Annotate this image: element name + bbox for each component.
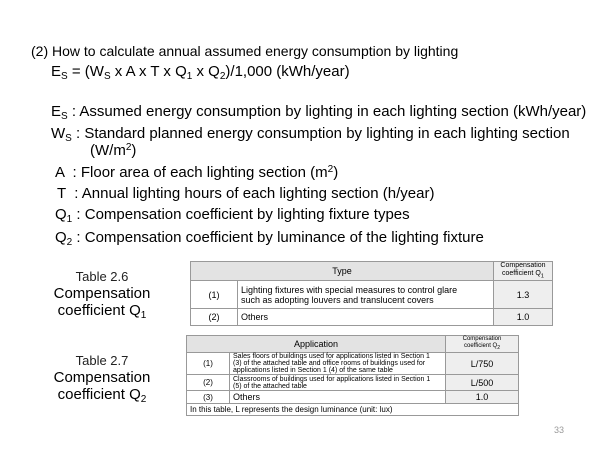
table1-row1-desc-line1: Lighting fixtures with special measures to control glare <box>241 284 458 295</box>
table2-caption-line1: Compensation <box>53 369 151 386</box>
formula-rhs-d: )/1,000 (kWh/year) <box>225 63 350 80</box>
def-ws-symbol: W <box>51 125 66 142</box>
energy-formula <box>51 63 350 82</box>
def-q1-sub: 1 <box>66 214 73 225</box>
table2-row1-value: L/750 <box>446 353 519 375</box>
table2-row2-desc-line1: Classrooms of buildings used for applications listed in Section 1 <box>233 375 431 383</box>
table2-footnote-row <box>187 404 519 416</box>
table2-row1-desc-line3: applications listed in Section 1 (4) of the same table <box>233 367 393 375</box>
table2-label: Table 2.7 <box>75 353 129 368</box>
definition-t <box>57 185 434 202</box>
def-q1-text: : Compensation coefficient by lighting fixture types <box>72 206 410 223</box>
table2-footnote: In this table, L represents the design luminance (unit: lux) <box>187 404 519 416</box>
def-es-symbol: E <box>51 103 62 120</box>
table2-row3-desc: Others <box>230 391 446 404</box>
formula-rhs-a: = (W <box>67 63 104 80</box>
formula-rhs-a-sub: S <box>103 71 111 82</box>
table1-header-coef-line2 <box>497 270 549 280</box>
table1-header-coef-line1: Compensation <box>500 262 546 269</box>
definition-q1 <box>55 206 410 225</box>
def-es-text: : Assumed energy consumption by lighting in each lighting section (kWh/year) <box>67 103 587 120</box>
definition-ws-unit <box>90 142 136 159</box>
def-a-text: : Floor area of each lighting section (m <box>64 164 328 181</box>
table2-header-coef-text: coefficient Q <box>463 343 498 349</box>
def-a-sup: 2 <box>327 164 334 175</box>
table2-row1-desc-line1: Sales floors of buildings used for applications listed in Section 1 <box>233 353 430 361</box>
table2-row2-num: (2) <box>187 375 230 391</box>
table2-header-application: Application <box>187 336 446 353</box>
table1-header-coef-text: coefficient Q <box>501 270 541 277</box>
formula-lhs: E <box>51 63 62 80</box>
page-number: 33 <box>554 425 565 435</box>
formula-rhs-b-sub: 1 <box>186 71 193 82</box>
table2-header-row <box>187 336 519 353</box>
table2-row2-desc-line2: (5) of the attached table <box>233 382 307 390</box>
table1-label: Table 2.6 <box>75 269 129 284</box>
table-2-6 <box>190 261 553 326</box>
table1-caption-line1: Compensation <box>53 285 151 302</box>
definition-q2 <box>55 229 484 248</box>
section-heading: (2) How to calculate annual assumed energy consumption by lighting <box>31 43 459 59</box>
def-q1-symbol: Q <box>55 206 67 223</box>
table-row <box>187 353 519 375</box>
table2-caption-sub: 2 <box>140 394 147 405</box>
table2-row2-value: L/500 <box>446 375 519 391</box>
formula-rhs-b: x A x T x Q <box>110 63 187 80</box>
table1-header-coef <box>494 262 553 281</box>
table1-caption-text: coefficient Q <box>57 302 141 319</box>
table1-header-row <box>191 262 553 281</box>
def-ws-unit-end: ) <box>131 142 137 159</box>
table2-caption <box>42 352 162 408</box>
def-t-symbol: T <box>57 185 66 202</box>
table-row <box>187 375 519 391</box>
table1-row1-value: 1.3 <box>494 281 553 309</box>
def-ws-unit-sup: 2 <box>125 142 132 153</box>
def-ws-sub: S <box>65 133 72 144</box>
table1-caption <box>42 268 162 324</box>
table1-row1-num: (1) <box>191 281 238 309</box>
table1-caption-line2 <box>42 302 162 324</box>
table2-row1-num: (1) <box>187 353 230 375</box>
table2-caption-text: coefficient Q <box>57 386 141 403</box>
table-row <box>191 281 553 309</box>
table1-row2-value: 1.0 <box>494 309 553 326</box>
table-row <box>191 309 553 326</box>
table1-header-coef-sub: 1 <box>540 273 545 280</box>
table1-caption-sub: 1 <box>140 310 147 321</box>
table1-row2-desc: Others <box>238 309 494 326</box>
table1-header-type: Type <box>191 262 494 281</box>
def-a-symbol: A <box>55 164 65 181</box>
def-q2-symbol: Q <box>55 229 67 246</box>
definition-a <box>55 164 338 181</box>
table2-row1-desc-line2: (3) of the attached table and office rooms of buildings used for <box>233 360 426 368</box>
def-q2-text: : Compensation coefficient by luminance of the lighting fixture <box>72 229 484 246</box>
table1-row1-desc-line2: such as adopting louvers and translucent covers <box>241 294 434 305</box>
table2-header-coef <box>446 336 519 353</box>
formula-rhs-c: x Q <box>192 63 220 80</box>
table2-header-coef-line2 <box>449 343 515 352</box>
def-t-text: : Annual lighting hours of each lighting section (h/year) <box>65 185 435 202</box>
definition-es <box>51 103 586 122</box>
def-ws-text: : Standard planned energy consumption by lighting in each lighting section <box>71 125 570 142</box>
table2-row1-desc <box>230 353 446 375</box>
table2-header-coef-sub: 2 <box>497 345 501 352</box>
table2-row3-value: 1.0 <box>446 391 519 404</box>
table2-row3-num: (3) <box>187 391 230 404</box>
table2-caption-line2 <box>42 386 162 408</box>
table1-row2-num: (2) <box>191 309 238 326</box>
table2-row2-desc <box>230 375 446 391</box>
def-q2-sub: 2 <box>66 237 73 248</box>
formula-lhs-sub: S <box>61 71 68 82</box>
table-row <box>187 391 519 404</box>
def-ws-unit-text: (W/m <box>90 142 126 159</box>
table2-header-coef-line1: Compensation <box>462 336 502 342</box>
table-2-7 <box>186 335 519 416</box>
formula-rhs-c-sub: 2 <box>219 71 226 82</box>
def-a-end: ) <box>333 164 339 181</box>
table1-row1-desc <box>238 281 494 309</box>
def-es-sub: S <box>61 111 68 122</box>
